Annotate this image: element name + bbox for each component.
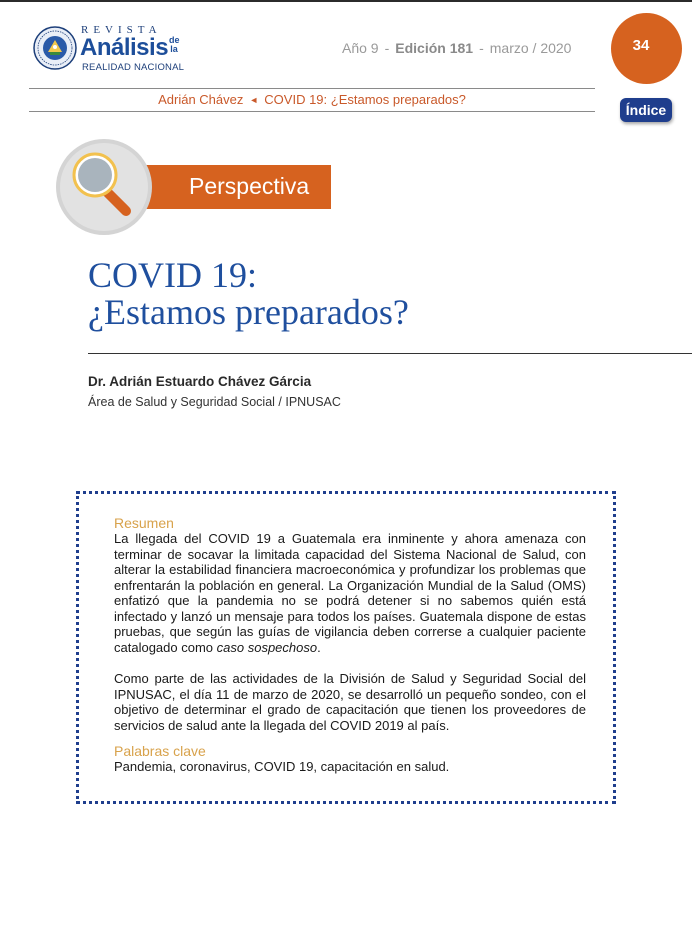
page-number-badge <box>611 13 682 84</box>
logo-analisis-text: Análisis <box>80 34 169 61</box>
article-affiliation: Área de Salud y Seguridad Social / IPNUSAC <box>88 395 341 409</box>
keywords-text: Pandemia, coronavirus, COVID 19, capacitación en salud. <box>114 759 450 774</box>
breadcrumb <box>29 92 595 107</box>
logo-realidad-nacional-text: REALIDAD NACIONAL <box>82 62 185 73</box>
index-button[interactable]: Índice <box>620 98 672 122</box>
abstract-heading: Resumen <box>114 515 174 531</box>
issue-edition: Edición 181 <box>395 40 474 56</box>
abstract-p1-end: . <box>317 639 321 655</box>
abstract-p1-italic: caso sospechoso <box>216 639 318 655</box>
abstract-p1-text: La llegada del COVID 19 a Guatemala era inminente y ahora amenaza con terminar de socavar la limitada capacidad del Sistema Nacional de Salud, con alterar la estabilidad financiera macroeconómica y profundizar los problemas que enfrentarán la población en general. La Organización Mundial de la Salud (OMS) enfatizó que la pandemia no se podrá detener si no sabemos quién está infectado y lanzó un mensaje para todos los países. Guatemala dispone de estas pruebas, que según las guías de vigilancia deben correrse a cualquier paciente catalogado como <box>114 531 586 655</box>
breadcrumb-author[interactable]: Adrián Chávez <box>158 92 244 107</box>
logo-revista-text: REVISTA <box>81 24 162 36</box>
issue-date: marzo / 2020 <box>489 40 572 56</box>
section-label: Perspectiva <box>189 173 310 199</box>
abstract-paragraph-1 <box>114 531 586 655</box>
issue-separator: - <box>479 40 484 56</box>
paragraph-gap <box>114 655 586 671</box>
breadcrumb-top-rule <box>29 88 595 89</box>
breadcrumb-article[interactable]: COVID 19: ¿Estamos preparados? <box>264 92 466 107</box>
magazine-logo <box>33 24 193 76</box>
issue-info <box>342 40 571 56</box>
article-title-line1: COVID 19: <box>88 255 257 295</box>
breadcrumb-bottom-rule <box>29 111 595 112</box>
issue-separator: - <box>384 40 390 56</box>
top-rule <box>0 0 692 2</box>
abstract-box <box>76 491 616 804</box>
magnifier-icon <box>54 137 154 237</box>
logo-de-la-text: de la <box>169 35 180 54</box>
article-author: Dr. Adrián Estuardo Chávez Gárcia <box>88 374 312 389</box>
abstract-content <box>114 515 586 775</box>
breadcrumb-arrow-icon: ◄ <box>249 95 259 105</box>
title-divider <box>88 353 692 354</box>
article-title-line2: ¿Estamos preparados? <box>88 292 409 332</box>
paragraph-gap <box>114 733 586 743</box>
abstract-paragraph-2: Como parte de las actividades de la División de Salud y Seguridad Social del IPNUSAC, el día 11 de marzo de 2020, se desarrolló un pequeño sondeo, con el objetivo de determinar el grado de capacitación que tienen los proveedores de servicios de salud ante la llegada del COVID 2019 al país. <box>114 671 586 733</box>
article-title <box>88 257 409 331</box>
keywords-heading: Palabras clave <box>114 743 206 759</box>
page-number: 34 <box>632 37 650 54</box>
usac-seal-icon <box>33 26 77 70</box>
issue-year: Año 9 <box>342 40 379 56</box>
